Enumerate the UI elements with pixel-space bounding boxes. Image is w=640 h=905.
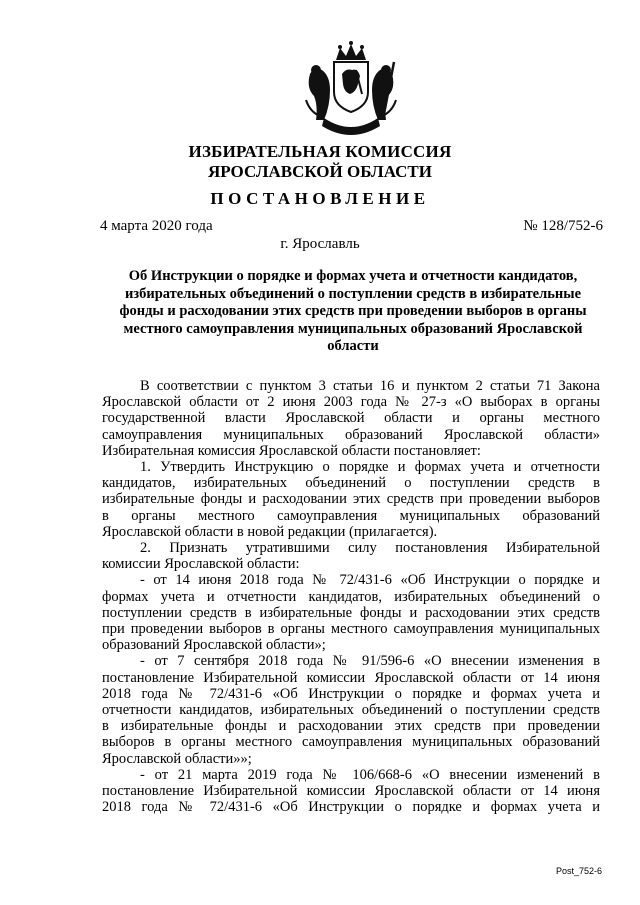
commission-name-line1: ИЗБИРАТЕЛЬНАЯ КОМИССИЯ — [188, 142, 452, 161]
text-line: постановление Избирательной комиссии Ярославской области от 14 июня — [102, 783, 600, 800]
text-line: в органы местного самоуправления муниципальных образований — [102, 507, 600, 524]
text-line: отчетности кандидатов, избирательных объединений о поступлении средств — [102, 702, 600, 719]
document-city: г. Ярославль — [280, 236, 360, 252]
text-line: образований Ярославской области»; — [102, 637, 326, 654]
text-line: постановление Избирательной комиссии Ярославской области от 14 июня — [102, 669, 600, 686]
text-line: поступлении средств в избирательные фонды и расходовании этих средств — [102, 604, 600, 621]
document-type-title: ПОСТАНОВЛЕНИЕ — [210, 189, 430, 208]
text-line: 2. Признать утратившими силу постановления Избирательной — [140, 540, 600, 557]
subject-line: местного самоуправления муниципальных образований Ярославской — [123, 320, 583, 337]
document-number: № 128/752-6 — [523, 218, 603, 234]
text-line: выборов в органы местного самоуправления муниципальных образований — [102, 734, 600, 751]
text-line: комиссии Ярославской области: — [102, 556, 300, 573]
text-line: 1. Утвердить Инструкцию о порядке и формах учета и отчетности — [140, 459, 600, 476]
text-line: государственной власти Ярославской области и органы местного — [102, 410, 600, 427]
paragraph — [102, 540, 600, 572]
coat-of-arms-emblem — [296, 40, 406, 145]
text-line: - от 14 июня 2018 года № 72/431-6 «Об Инструкции о порядке и — [140, 572, 600, 589]
text-line: В соответствии с пунктом 3 статьи 16 и пунктом 2 статьи 71 Закона — [140, 378, 600, 394]
subject-line: фонды и расходовании этих средств при проведении выборов в органы — [119, 303, 587, 319]
text-line: 2018 года № 72/431-6 «Об Инструкции о порядке и формах учета и — [102, 685, 600, 702]
subject-line: избирательных объединений о поступлении средств в избирательные — [124, 285, 582, 302]
text-line: Ярославской области»»; — [102, 750, 252, 767]
paragraph — [102, 459, 600, 540]
footer-code: Post_752-6 — [555, 866, 602, 876]
text-line: при проведении выборов в органы местного самоуправления муниципальных — [102, 621, 600, 638]
text-line: 2018 года № 72/431-6 «Об Инструкции о порядке и формах учета и — [102, 799, 600, 816]
paragraph — [102, 653, 600, 766]
document-subject — [108, 268, 598, 356]
text-line: избирательные фонды и расходовании этих средств при проведении выборов — [102, 491, 600, 508]
paragraph — [102, 767, 600, 816]
commission-name-line2: ЯРОСЛАВСКОЙ ОБЛАСТИ — [208, 162, 432, 181]
text-line: - от 7 сентября 2018 года № 91/596-6 «О внесении изменения в — [140, 653, 600, 670]
text-line: в избирательные фонды и расходовании этих средств при проведении — [102, 718, 600, 735]
text-line: Ярославской области в новой редакции (прилагается). — [102, 523, 438, 540]
text-line: Ярославской области от 2 июня 2003 года № 27-з «О выборах в органы — [102, 394, 600, 411]
text-line: Избирательная комиссия Ярославской области постановляет: — [102, 442, 481, 459]
text-line: - от 21 марта 2019 года № 106/668-6 «О внесении изменений в — [140, 766, 600, 783]
document-body — [102, 378, 600, 815]
subject-line: Об Инструкции о порядке и формах учета и отчетности кандидатов, — [128, 268, 578, 284]
text-line: формах учета и отчетности кандидатов, избирательных объединений о — [102, 588, 600, 605]
subject-line: области — [327, 338, 379, 354]
document-date: 4 марта 2020 года — [100, 218, 213, 234]
paragraph — [102, 572, 600, 653]
paragraph — [102, 378, 600, 459]
text-line: самоуправления муниципальных образований Ярославской области» — [102, 426, 600, 443]
text-line: кандидатов, избирательных объединений о поступлении средств в — [102, 475, 600, 492]
